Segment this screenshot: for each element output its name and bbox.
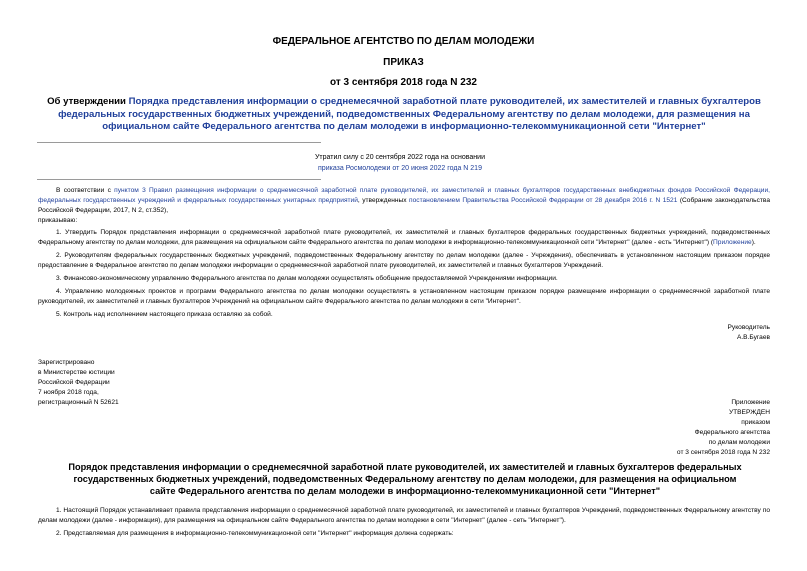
- appendix-line: УТВЕРЖДЕН: [728, 409, 770, 416]
- title-prefix: Об утверждении: [47, 96, 129, 107]
- status-note: [250, 153, 550, 174]
- rules-link[interactable]: пунктом 3 Правил размещения информации о среднемесячной заработной плате руководителей, их заместителей и главных бухгалтеров государственных внебюджетных фондов Российской Федерации, федеральных государственных учреждений и федеральных государственных унитарных предприятий: [38, 187, 770, 204]
- agency-name: ФЕДЕРАЛЬНОЕ АГЕНТСТВО ПО ДЕЛАМ МОЛОДЕЖИ: [272, 36, 535, 47]
- clause-text: ).: [751, 239, 756, 246]
- registration-block: [38, 358, 119, 408]
- clause-text: 1. Утвердить Порядок представления информации о среднемесячной заработной плате руководителей, их заместителей и главных бухгалтеров федеральных государственных бюджетных учреждений, подведомственных Федеральному агентству по делам молодежи, для размещения на официальном сайте Федерального агентства по делам молодежи в информационно-телекоммуникационной сети "Интернет" (далее - есть "Интернет") (: [38, 229, 770, 246]
- signature-block: [728, 323, 770, 343]
- registration-line: Российской Федерации: [38, 379, 110, 386]
- clause-1: [38, 228, 770, 248]
- order-body: [38, 186, 770, 320]
- signature-position: Руководитель: [727, 324, 770, 331]
- preamble-text: (Собрание законодательства Российской Федерации, 2017, N 2, ст.352),: [38, 197, 770, 214]
- appendix-line: Федерального агентства: [694, 429, 770, 436]
- appendix-block: [677, 398, 770, 458]
- appendix-line: по делам молодежи: [708, 439, 770, 446]
- document-title: [36, 96, 772, 134]
- registration-line: 7 ноября 2018 года,: [38, 389, 99, 396]
- clause-5: 5. Контроль над исполнением настоящего приказа оставляю за собой.: [56, 311, 273, 318]
- clause-4: 4. Управлению молодежных проектов и программ Федерального агентства по делам молодежи осуществлять в установленном настоящим приказом порядке размещение информации о среднемесячной заработной плате руководителей, их заместителей и главных бухгалтеров Учреждений на официальном сайте Федерального агентства по делам молодежи в сети "Интернет".: [38, 288, 770, 305]
- preamble-text: В соответствии с: [56, 187, 115, 194]
- registration-line: регистрационный N 52621: [38, 399, 119, 406]
- appendix-line: приказом: [741, 419, 770, 426]
- procedure-clause-1: 1. Настоящий Порядок устанавливает правила представления информации о среднемесячной заработной плате руководителей, их заместителей и главных бухгалтеров Учреждений, подведомственных Федеральному агентству по делам молодежи (далее - информация), для размещения на официальном сайте Федерального агентства по делам молодежи в сети "Интернет" (далее - сеть "Интернет").: [38, 507, 770, 524]
- document-type: ПРИКАЗ: [383, 57, 424, 68]
- appendix-line: от 3 сентября 2018 года N 232: [676, 449, 770, 456]
- appendix-link[interactable]: Приложение: [713, 239, 752, 246]
- order-word: приказываю:: [38, 217, 78, 224]
- appendix-line: Приложение: [731, 399, 770, 406]
- decree-link[interactable]: постановлением Правительства Российской Федерации от 28 декабря 2016 г. N 1521: [409, 197, 678, 204]
- status-line: Утратил силу с 20 сентября 2022 года на основании: [314, 154, 485, 161]
- status-link[interactable]: приказа Росмолодежи от 20 июня 2022 года N 219: [318, 164, 482, 172]
- title-link[interactable]: Порядка представления информации о среднемесячной заработной плате руководителей, их заместителей и главных бухгалтеров федеральных государственных бюджетных учреждений, подведомственных Федеральному агентству по делам молодежи, для размещения на официальном сайте Федерального агентства по делам молодежи в информационно-телекоммуникационной сети "Интернет": [58, 96, 761, 132]
- title-divider: [37, 142, 321, 143]
- document-date-number: от 3 сентября 2018 года N 232: [330, 77, 477, 88]
- procedure-title: Порядок представления информации о среднемесячной заработной плате руководителей, их заместителей и главных бухгалтеров федеральных государственных бюджетных учреждений, подведомственных Федеральному агентству по делам молодежи, для размещения на официальном сайте Федерального агентства по делам молодежи в информационно-телекоммуникационной сети "Интернет": [68, 462, 742, 496]
- registration-line: в Министерстве юстиции: [38, 369, 115, 376]
- procedure-body: [38, 506, 770, 539]
- procedure-clause-2: 2. Представляемая для размещения в информационно-телекоммуникационной сети "Интернет" информация должна содержать:: [56, 530, 454, 537]
- signature-name: А.В.Бугаев: [736, 334, 770, 341]
- preamble: [38, 186, 770, 216]
- status-divider: [37, 179, 321, 180]
- clause-2: 2. Руководителям федеральных государственных бюджетных учреждений, подведомственных Федеральному агентству по делам молодежи (далее - Учреждения), обеспечивать в установленном настоящим приказом порядке предоставление в Федеральное агентство по делам молодежи информации о среднемесячной заработной плате руководителей, их заместителей и главных бухгалтеров Учреждений.: [38, 252, 770, 269]
- registration-line: Зарегистрировано: [38, 359, 95, 366]
- preamble-text: , утвержденных: [357, 197, 410, 204]
- clause-3: 3. Финансово-экономическому управлению Федерального агентства по делам молодежи осуществлять обобщение предоставляемой Учреждениями информации.: [56, 275, 558, 282]
